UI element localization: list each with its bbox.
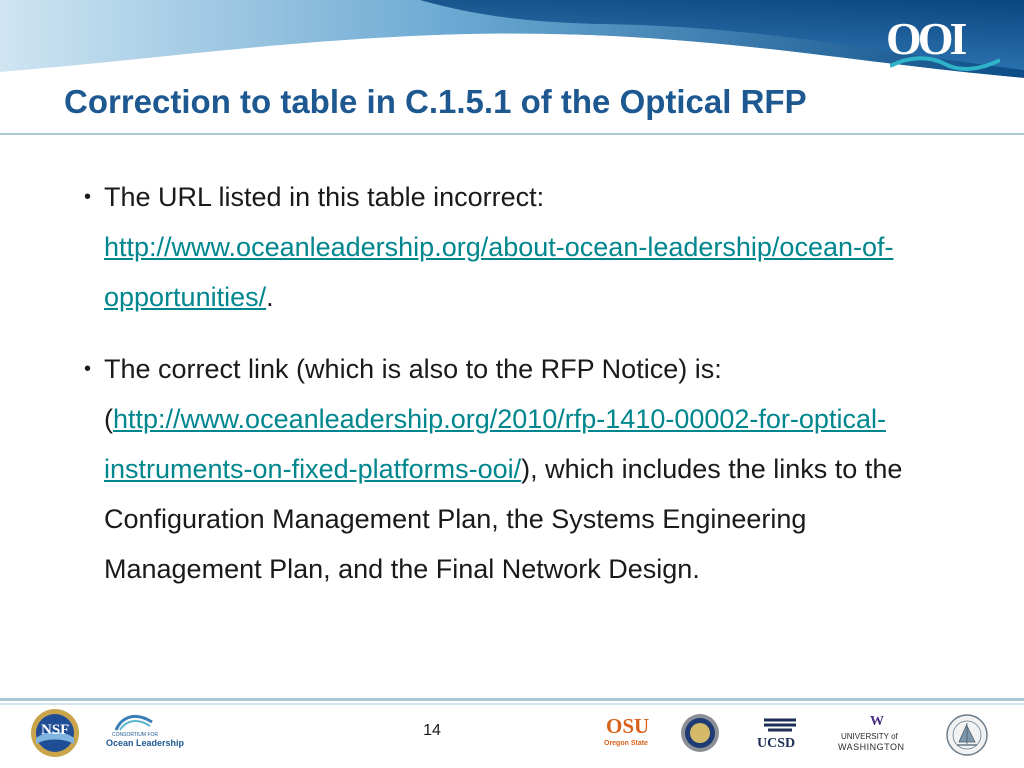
ucsd-wave-icon [762,714,798,734]
ocean-leadership-text: Ocean Leadership [106,738,185,748]
uw-logo [838,714,914,754]
bullet-marker: • [84,358,92,380]
oceanographic-institution-logo [946,714,988,756]
bullet-text-after: . [266,282,274,312]
bullet-marker: • [84,186,92,208]
wave-icon [114,712,154,732]
bullet-text [104,172,964,322]
bullet-text-after: ), which includes the links to the Configuration Management Plan, the Systems Engineering Management Plan, and the Final Network Design. [104,454,903,584]
seal-icon [680,713,720,753]
uw-w-mark: W [870,714,884,729]
consortium-text: CONSORTIUM FOR [112,732,159,738]
nsf-logo-text: NSF [41,722,70,738]
ucsd-logo-text: UCSD [757,736,796,751]
osu-logo [604,714,650,754]
ucsd-logo [755,714,805,756]
ooi-wave-icon [890,54,1000,72]
ocean-leadership-logo [106,712,185,756]
footer-divider-light [0,703,1024,705]
ship-seal-icon [946,714,988,756]
nsf-logo [30,708,80,758]
bullet-text-before: The correct link (which is also to the RFP Notice) is: ( [104,354,722,434]
footer-divider [0,698,1024,701]
slide-title: Correction to table in C.1.5.1 of the Optical RFP [64,83,807,120]
bullet-item [84,172,964,322]
osu-logo-text: OSU [606,714,650,738]
uw-line1: UNIVERSITY of [841,732,898,741]
uw-line2: WASHINGTON [838,742,905,752]
bullet-item [84,344,964,594]
correct-url-link[interactable]: http://www.oceanleadership.org/2010/rfp-1410-00002-for-optical-instruments-on-fixed-platforms-ooi/ [104,404,886,484]
page-number: 14 [423,722,441,739]
ooi-logo [880,10,1010,74]
ooi-logo-text: OOI [886,13,964,64]
bullet-text-before: The URL listed in this table incorrect: [104,182,545,212]
osu-subtitle: Oregon State [604,740,648,747]
incorrect-url-link[interactable]: http://www.oceanleadership.org/about-ocean-leadership/ocean-of-opportunities/ [104,232,894,312]
bullet-text [104,344,964,594]
university-seal-logo [680,713,720,753]
slide-content [84,172,964,616]
